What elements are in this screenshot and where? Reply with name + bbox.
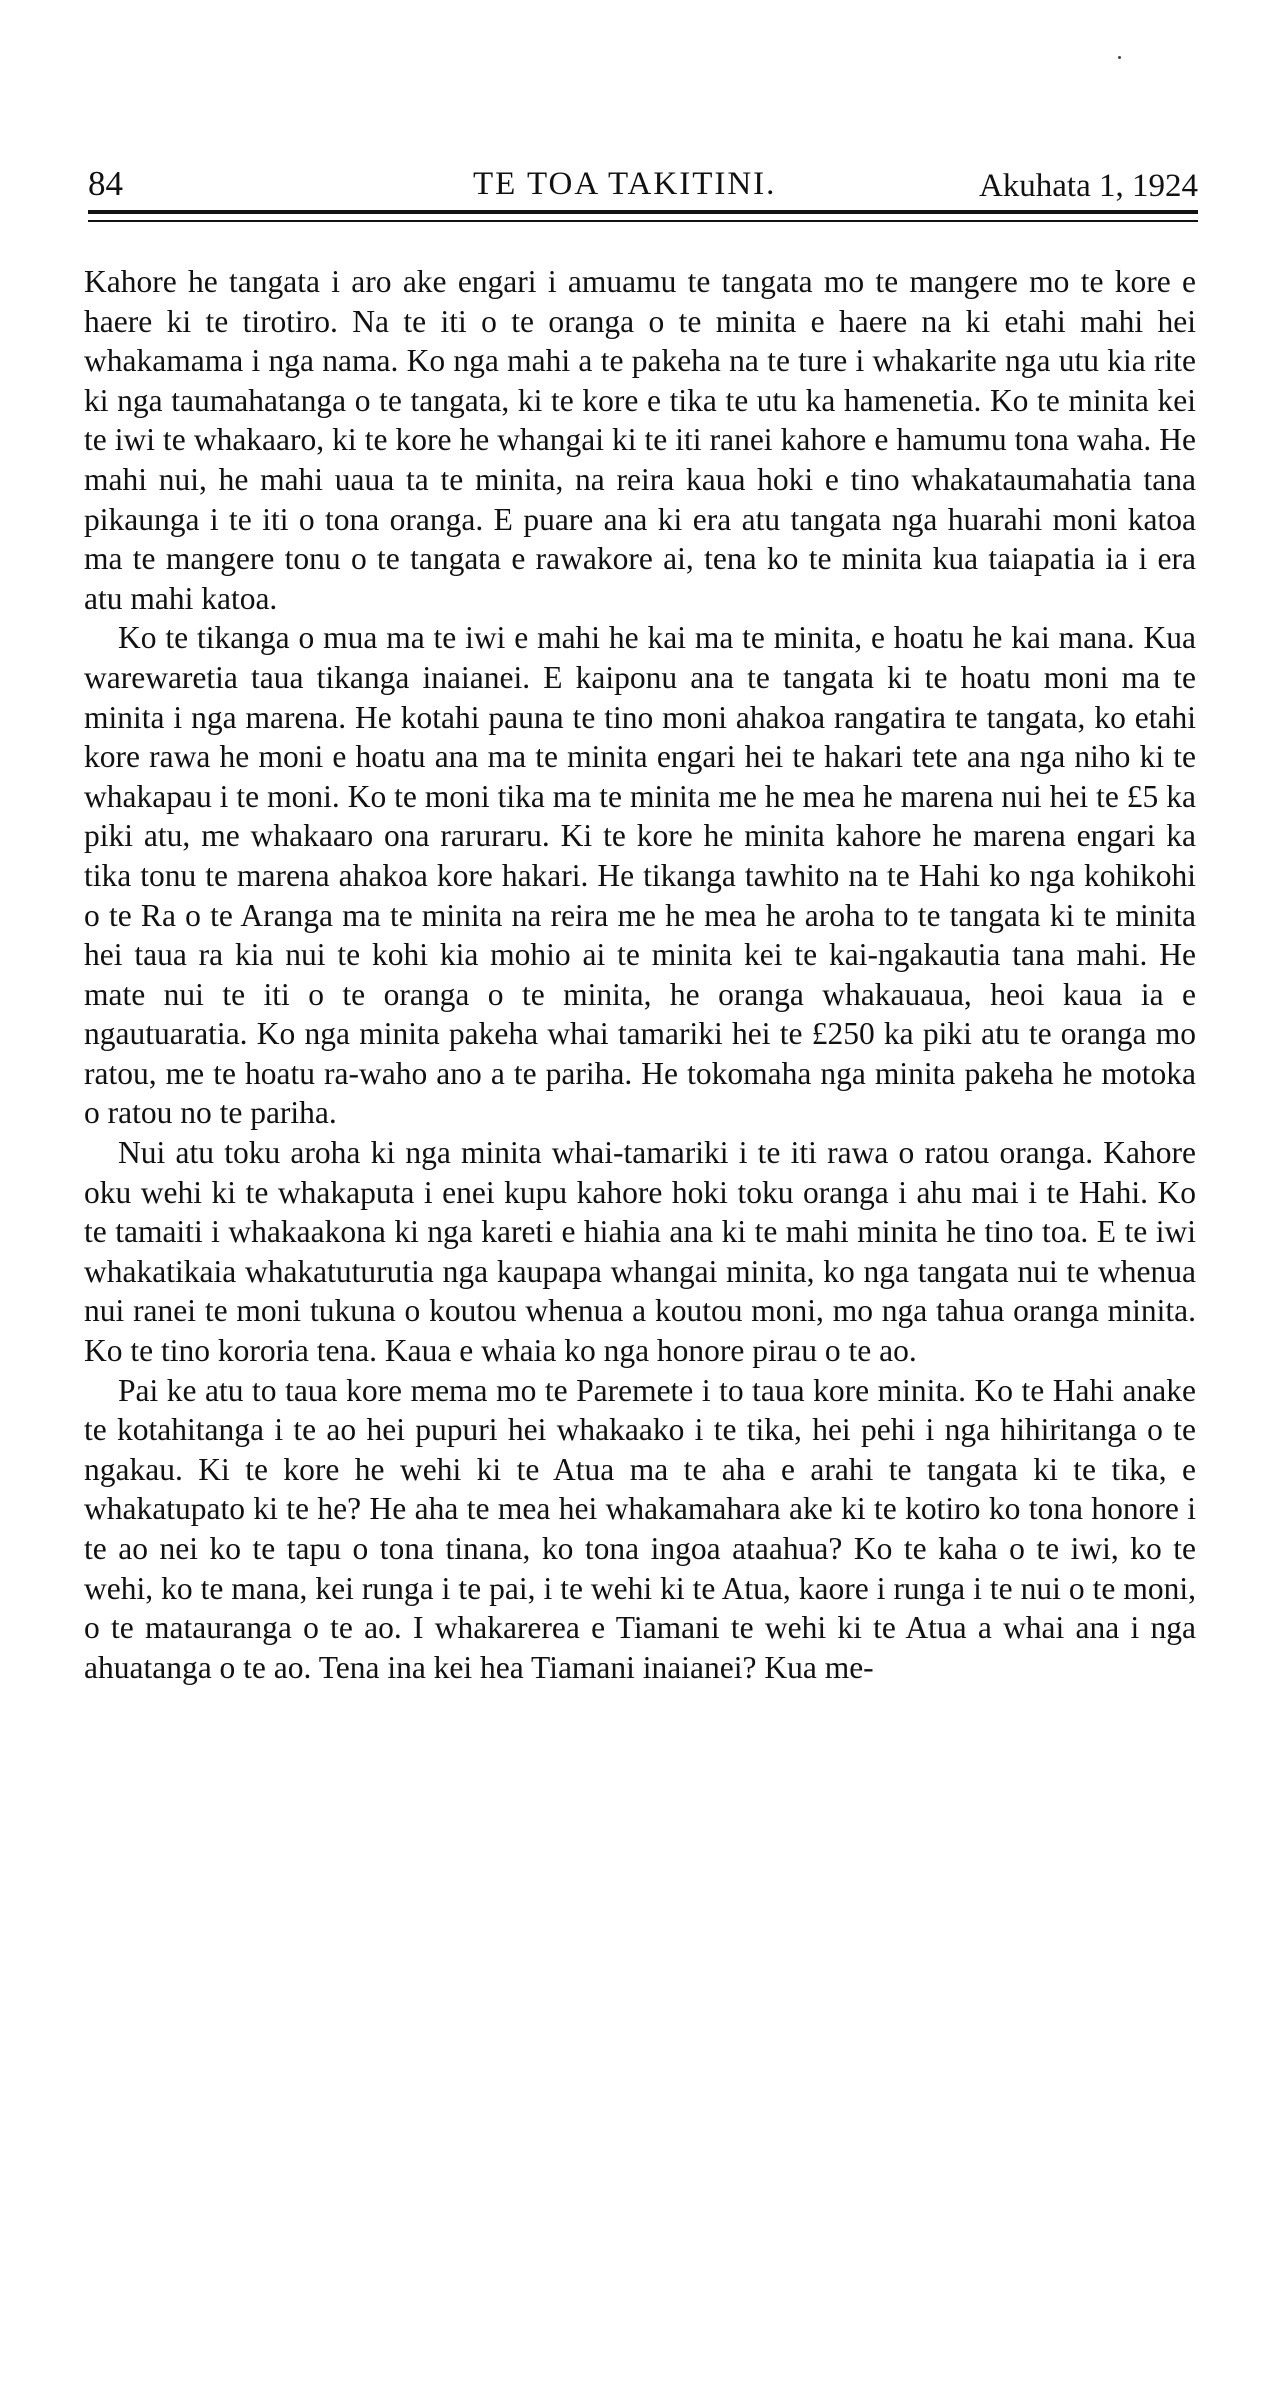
body-text <box>84 262 1196 1687</box>
header-rule-thick <box>88 210 1198 214</box>
print-speck <box>1118 56 1121 59</box>
paragraph: Kahore he tangata i aro ake engari i amuamu te tangata mo te mangere mo te kore e haere ki te tirotiro. Na te iti o te oranga o te minita e haere na ki etahi mahi hei whakamama i nga nama. Ko nga mahi a te pakeha na te ture i whakarite nga utu kia rite ki nga taumahatanga o te tangata, ki te kore e tika te utu ka hamenetia. Ko te minita kei te iwi te whakaaro, ki te kore he whangai ki te iti ranei kahore e hamumu tona waha. He mahi nui, he mahi uaua ta te minita, na reira kaua hoki e tino whakataumahatia tana pikaunga i te iti o tona oranga. E puare ana ki era atu tangata nga huarahi moni katoa ma te mangere tonu o te tangata e rawakore ai, tena ko te minita kua taiapatia ia i era atu mahi katoa. <box>84 264 1196 616</box>
paragraph: Nui atu toku aroha ki nga minita whai-tamariki i te iti rawa o ratou oranga. Kahore oku wehi ki te whakaputa i enei kupu kahore hoki toku oranga i ahu mai i te Hahi. Ko te tamaiti i whakaakona ki nga kareti e hiahia ana ki te mahi minita he tino toa. E te iwi whakatikaia whakatuturutia nga kaupapa whangai minita, ko nga tangata nui te whenua nui ranei te moni tukuna o koutou whenua a koutou moni, mo nga tahua oranga minita. Ko te tino kororia tena. Kaua e whaia ko nga honore pirau o te ao. <box>84 1135 1196 1369</box>
issue-date: Akuhata 1, 1924 <box>978 168 1198 204</box>
header-rule-thin <box>88 220 1198 222</box>
page-number: 84 <box>88 164 123 203</box>
running-title: TE TOA TAKITINI. <box>473 166 777 202</box>
paragraph: Pai ke atu to taua kore mema mo te Paremete i to taua kore minita. Ko te Hahi anake te kotahitanga i te ao hei pupuri hei whakaako i te tika, hei pehi i nga hihiritanga o te ngakau. Ki te kore he wehi ki te Atua ma te aha e arahi te tangata ki te tika, e whakatupato ki te he? He aha te mea hei whakamahara ake ki te kotiro ko tona honore i te ao nei ko te tapu o tona tinana, ko tona ingoa ataahua? Ko te kaha o te iwi, ko te wehi, ko te mana, kei runga i te pai, i te wehi ki te Atua, kaore i runga i te nui o te moni, o te matauranga o te ao. I whakarerea e Tiamani te wehi ki te Atua a whai ana i nga ahuatanga o te ao. Tena ina kei hea Tiamani inaianei? Kua me- <box>84 1372 1196 1685</box>
paragraph: Ko te tikanga o mua ma te iwi e mahi he kai ma te minita, e hoatu he kai mana. Kua warewaretia taua tikanga inaianei. E kaiponu ana te tangata ki te hoatu moni ma te minita i nga marena. He kotahi pauna te tino moni ahakoa rangatira te tangata, ko etahi kore rawa he moni e hoatu ana ma te minita engari hei te hakari tete ana nga niho ki te whakapau i te moni. Ko te moni tika ma te minita me he mea he marena nui hei te £5 ka piki atu, me whakaaro ona raruraru. Ki te kore he minita kahore he marena engari ka tika tonu te marena ahakoa kore hakari. He tikanga tawhito na te Hahi ko nga kohikohi o te Ra o te Aranga ma te minita na reira me he mea he aroha to te tangata ki te minita hei taua ra kia nui te kohi kia mohio ai te minita kei te kai-ngakautia tana mahi. He mate nui te iti o te oranga o te minita, he oranga whakauaua, heoi kaua ia e ngautuaratia. Ko nga minita pakeha whai tamariki hei te £250 ka piki atu te oranga mo ratou, me te hoatu ra-waho ano a te pariha. He tokomaha nga minita pakeha he motoka o ratou no te pariha. <box>84 620 1196 1131</box>
running-header <box>88 158 1198 210</box>
